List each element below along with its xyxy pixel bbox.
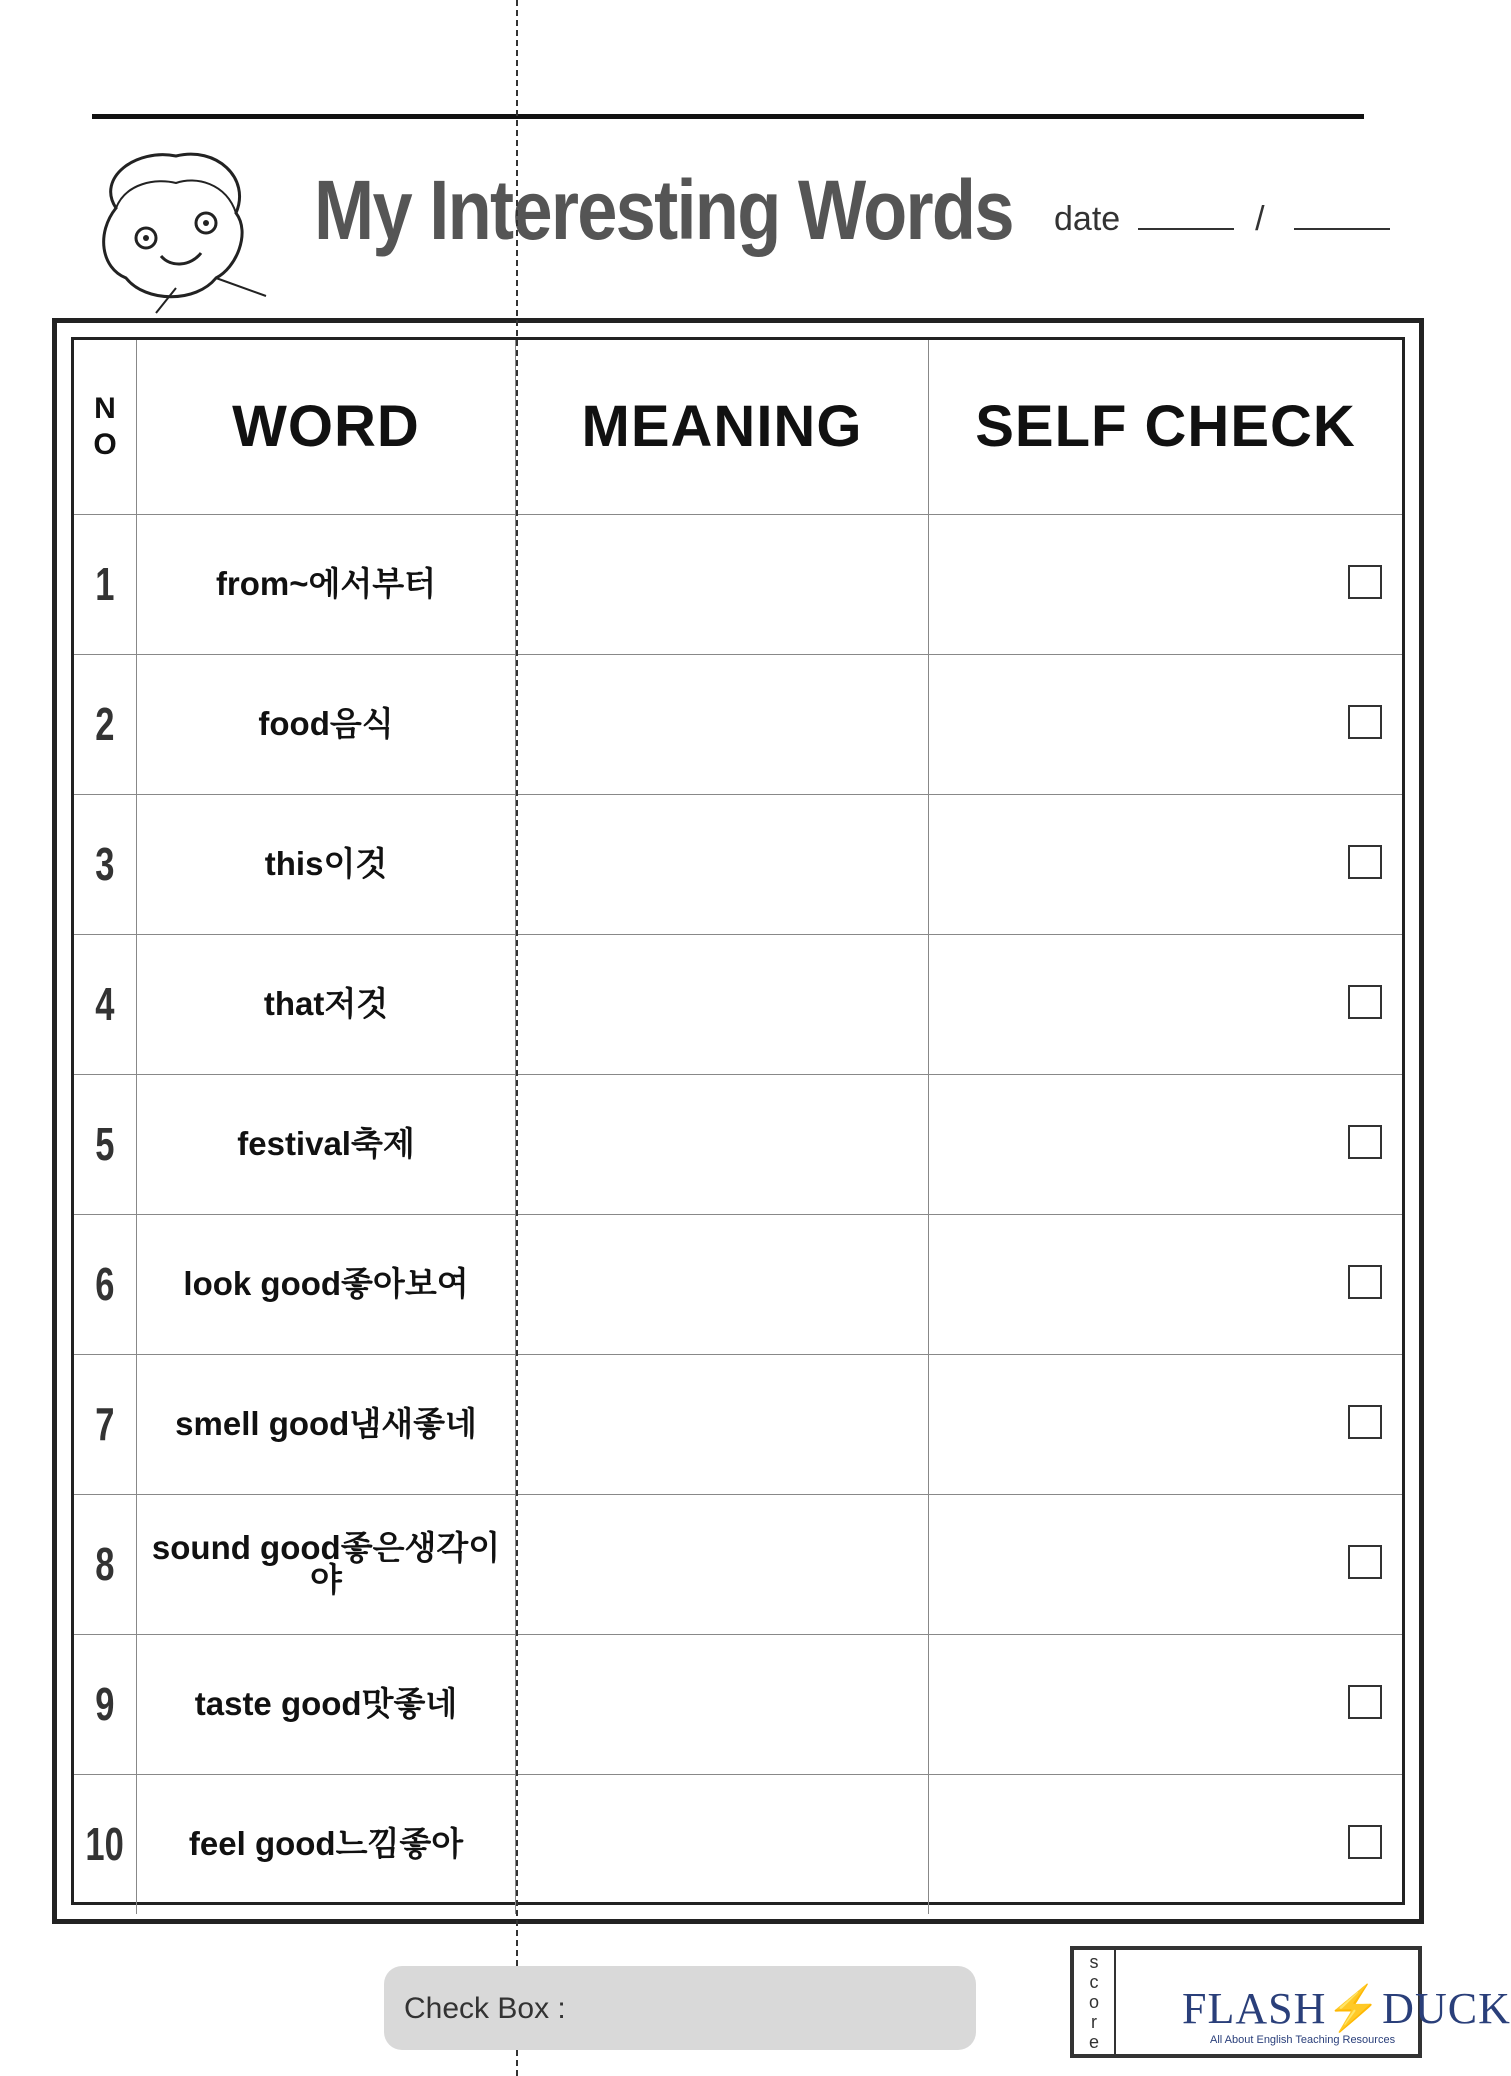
lightning-bolt-icon: ⚡: [1326, 1984, 1383, 2033]
word-cell: look good좋아보여: [137, 1214, 516, 1354]
self-check-checkbox[interactable]: [1348, 845, 1382, 879]
table-header-row: [74, 340, 1402, 514]
row-number: 6: [74, 1214, 137, 1354]
row-number: 3: [74, 794, 137, 934]
check-box-bar[interactable]: [384, 1966, 976, 2050]
word-cell: sound good좋은생각이야: [137, 1494, 516, 1634]
self-check-checkbox[interactable]: [1348, 1685, 1382, 1719]
table-row: [74, 1074, 1402, 1214]
header-self-check: SELF CHECK: [929, 340, 1403, 514]
self-check-checkbox[interactable]: [1348, 1545, 1382, 1579]
meaning-cell[interactable]: [516, 794, 929, 934]
word-cell: food음식: [137, 654, 516, 794]
row-number: 10: [74, 1774, 137, 1914]
top-rule: [92, 114, 1364, 119]
word-cell: that저것: [137, 934, 516, 1074]
self-check-cell: [929, 794, 1403, 934]
row-number: 4: [74, 934, 137, 1074]
header-meaning: MEANING: [516, 340, 929, 514]
self-check-cell: [929, 934, 1403, 1074]
flashduck-logo: FLASH⚡DUCK: [1182, 1984, 1511, 2033]
meaning-cell[interactable]: [516, 1214, 929, 1354]
table-row: [74, 934, 1402, 1074]
row-number: 8: [74, 1494, 137, 1634]
row-number: 2: [74, 654, 137, 794]
self-check-checkbox[interactable]: [1348, 1405, 1382, 1439]
self-check-checkbox[interactable]: [1348, 985, 1382, 1019]
self-check-cell: [929, 1634, 1403, 1774]
meaning-cell[interactable]: [516, 514, 929, 654]
row-number: 1: [74, 514, 137, 654]
word-cell: this이것: [137, 794, 516, 934]
self-check-checkbox[interactable]: [1348, 1825, 1382, 1859]
meaning-cell[interactable]: [516, 1494, 929, 1634]
row-number: 9: [74, 1634, 137, 1774]
word-cell: taste good맛좋네: [137, 1634, 516, 1774]
header-word: WORD: [137, 340, 516, 514]
self-check-cell: [929, 1774, 1403, 1914]
table-row: [74, 514, 1402, 654]
date-field: [1054, 200, 1390, 239]
table-row: [74, 654, 1402, 794]
brand-tagline: All About English Teaching Resources: [1210, 2034, 1396, 2046]
self-check-checkbox[interactable]: [1348, 1125, 1382, 1159]
word-cell: festival축제: [137, 1074, 516, 1214]
table-row: [74, 794, 1402, 934]
date-day-blank[interactable]: [1294, 228, 1390, 230]
meaning-cell[interactable]: [516, 1074, 929, 1214]
self-check-checkbox[interactable]: [1348, 1265, 1382, 1299]
date-month-blank[interactable]: [1138, 228, 1234, 230]
self-check-cell: [929, 1494, 1403, 1634]
meaning-cell[interactable]: [516, 1354, 929, 1494]
fold-guide-line: [516, 0, 518, 2076]
self-check-cell: [929, 1074, 1403, 1214]
row-number: 5: [74, 1074, 137, 1214]
meaning-cell[interactable]: [516, 1634, 929, 1774]
check-box-label: Check Box :: [404, 1992, 566, 2025]
boy-face-icon: [76, 138, 276, 318]
date-label: date: [1054, 200, 1121, 238]
table-row: [74, 1774, 1402, 1914]
self-check-cell: [929, 654, 1403, 794]
meaning-cell[interactable]: [516, 654, 929, 794]
row-number: 7: [74, 1354, 137, 1494]
self-check-cell: [929, 1354, 1403, 1494]
score-box: [1070, 1946, 1511, 2058]
self-check-checkbox[interactable]: [1348, 705, 1382, 739]
word-table-frame: [52, 318, 1424, 1924]
header-no: N O: [74, 340, 137, 514]
word-table: [74, 340, 1402, 1914]
word-cell: feel good느낌좋아: [137, 1774, 516, 1914]
self-check-cell: [929, 1214, 1403, 1354]
score-label: s c o r e: [1074, 1950, 1116, 2054]
self-check-cell: [929, 514, 1403, 654]
meaning-cell[interactable]: [516, 1774, 929, 1914]
table-row: [74, 1634, 1402, 1774]
table-row: [74, 1354, 1402, 1494]
word-cell: smell good냄새좋네: [137, 1354, 516, 1494]
date-separator: /: [1255, 200, 1265, 238]
word-table-inner: [71, 337, 1405, 1905]
worksheet-title: My Interesting Words: [314, 163, 1013, 257]
table-row: [74, 1214, 1402, 1354]
word-cell: from~에서부터: [137, 514, 516, 654]
table-row: [74, 1494, 1402, 1634]
self-check-checkbox[interactable]: [1348, 565, 1382, 599]
meaning-cell[interactable]: [516, 934, 929, 1074]
